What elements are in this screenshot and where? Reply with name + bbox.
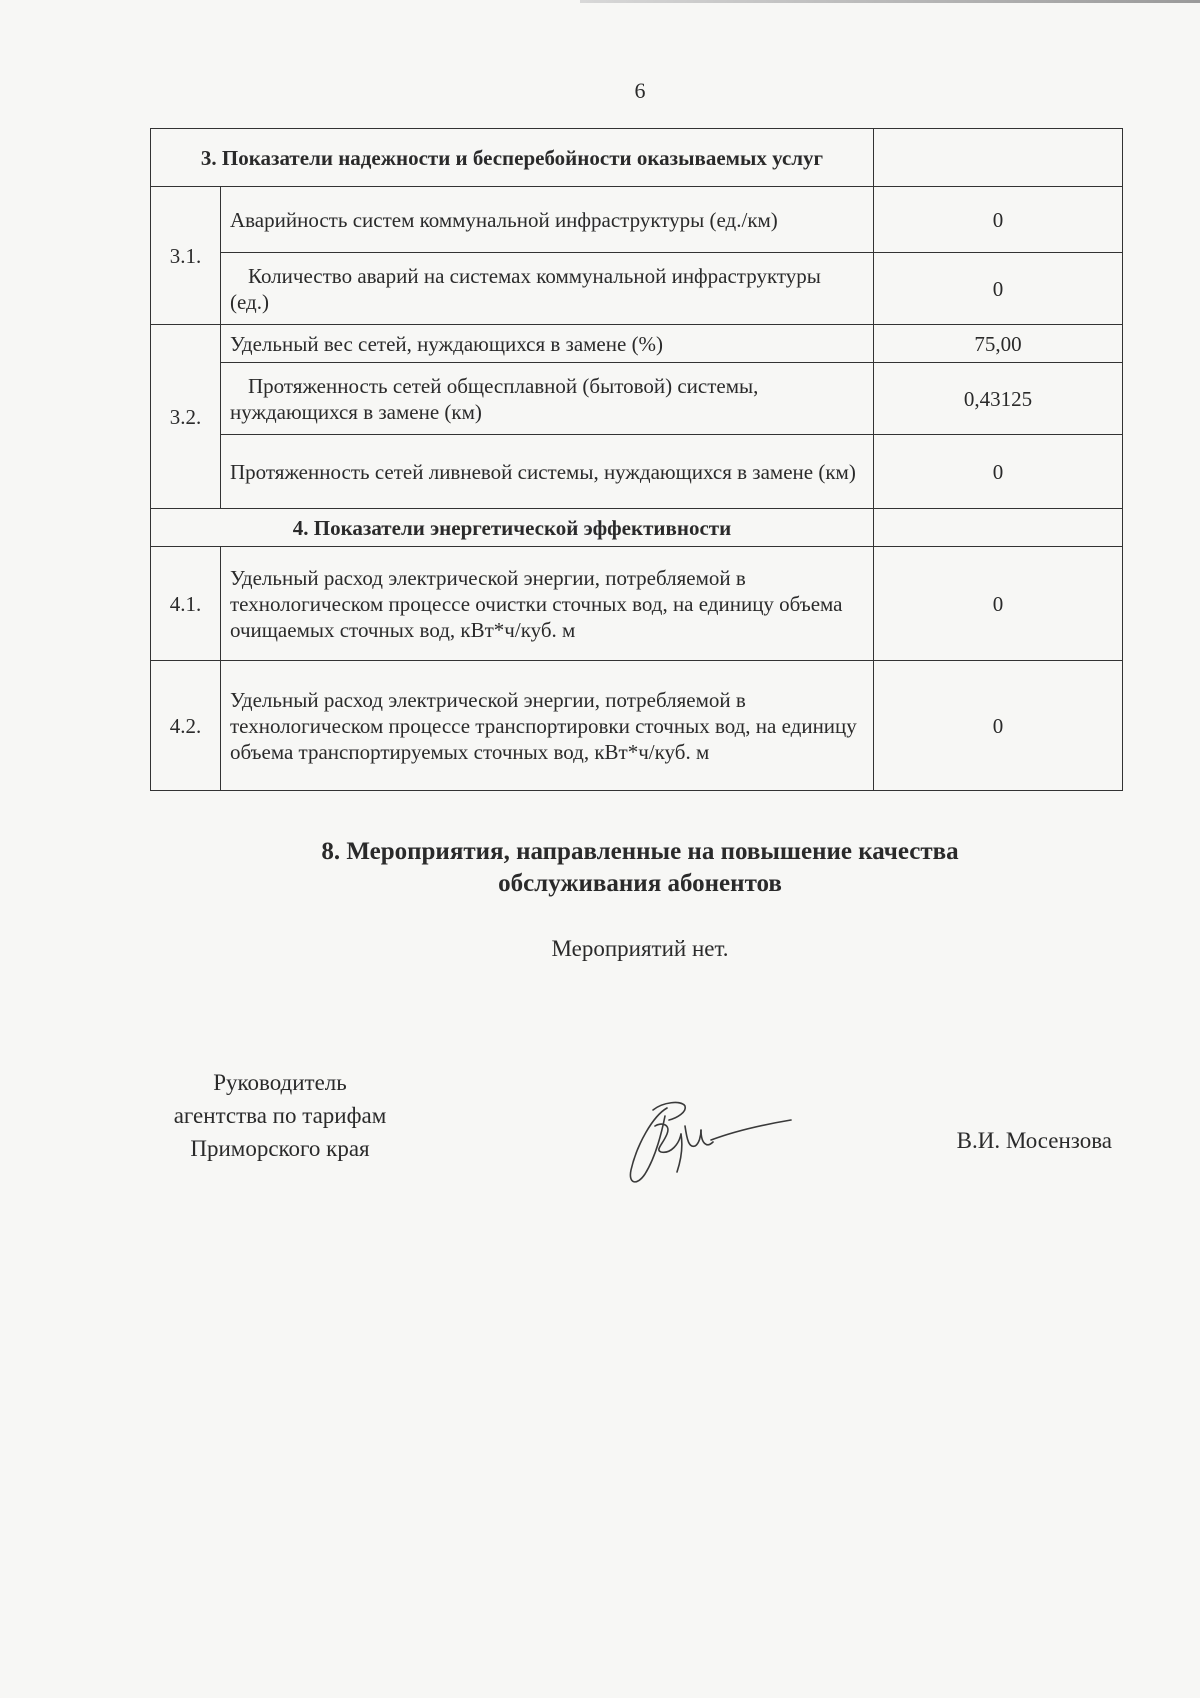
section-4-value-cell [874,509,1123,547]
table-row [151,547,1123,661]
table-row [151,363,1123,435]
section-8-heading-line: обслуживания абонентов [498,870,782,897]
section-4-header-row [151,509,1123,547]
row-number: 3.1. [151,187,221,325]
table-row [151,187,1123,253]
indicator-value: 0 [874,435,1123,509]
indicator-name: Аварийность систем коммунальной инфраструктуры (ед./км) [221,187,874,253]
position-line: агентства по тарифам [173,1103,387,1128]
indicator-value: 75,00 [874,325,1123,363]
row-number: 3.2. [151,325,221,509]
indicator-name: Удельный расход электрической энергии, потребляемой в технологическом процессе очистки сточных вод, на единицу объема очищаемых сточных вод, кВт*ч/куб. м [221,547,874,661]
indicator-value: 0 [874,253,1123,325]
indicator-name: Удельный вес сетей, нуждающихся в замене (%) [221,325,874,363]
table-row [151,435,1123,509]
signatory-name: В.И. Мосензова [956,1128,1112,1153]
position-line: Руководитель [213,1070,347,1095]
indicator-value: 0 [874,187,1123,253]
signatory-position [130,1066,430,1165]
table-row [151,661,1123,791]
section-8-heading-line: 8. Мероприятия, направленные на повышение качества [321,838,959,865]
section-3-header-row [151,129,1123,187]
section-8-heading [160,836,1120,900]
indicators-table [150,128,1123,791]
indicator-name: Удельный расход электрической энергии, потребляемой в технологическом процессе транспортировки сточных вод, на единицу объема транспортируемых сточных вод, кВт*ч/куб. м [221,661,874,791]
table-row [151,253,1123,325]
indicator-value: 0,43125 [874,363,1123,435]
indicator-name: Количество аварий на системах коммунальной инфраструктуры (ед.) [221,253,874,325]
row-number: 4.2. [151,661,221,791]
position-line: Приморского края [190,1136,370,1161]
indicator-name: Протяженность сетей ливневой системы, нуждающихся в замене (км) [221,435,874,509]
handwritten-signature [615,1086,795,1196]
section-8-text: Мероприятий нет. [551,936,729,961]
table-row [151,325,1123,363]
row-number: 4.1. [151,547,221,661]
section-3-title: 3. Показатели надежности и бесперебойности оказываемых услуг [151,129,874,187]
scan-edge-line [580,0,1200,3]
indicator-value: 0 [874,661,1123,791]
section-3-value-cell [874,129,1123,187]
section-4-title: 4. Показатели энергетической эффективности [151,509,874,547]
page-number: 6 [634,78,646,103]
indicator-value: 0 [874,547,1123,661]
indicator-name: Протяженность сетей общесплавной (бытовой) системы, нуждающихся в замене (км) [221,363,874,435]
